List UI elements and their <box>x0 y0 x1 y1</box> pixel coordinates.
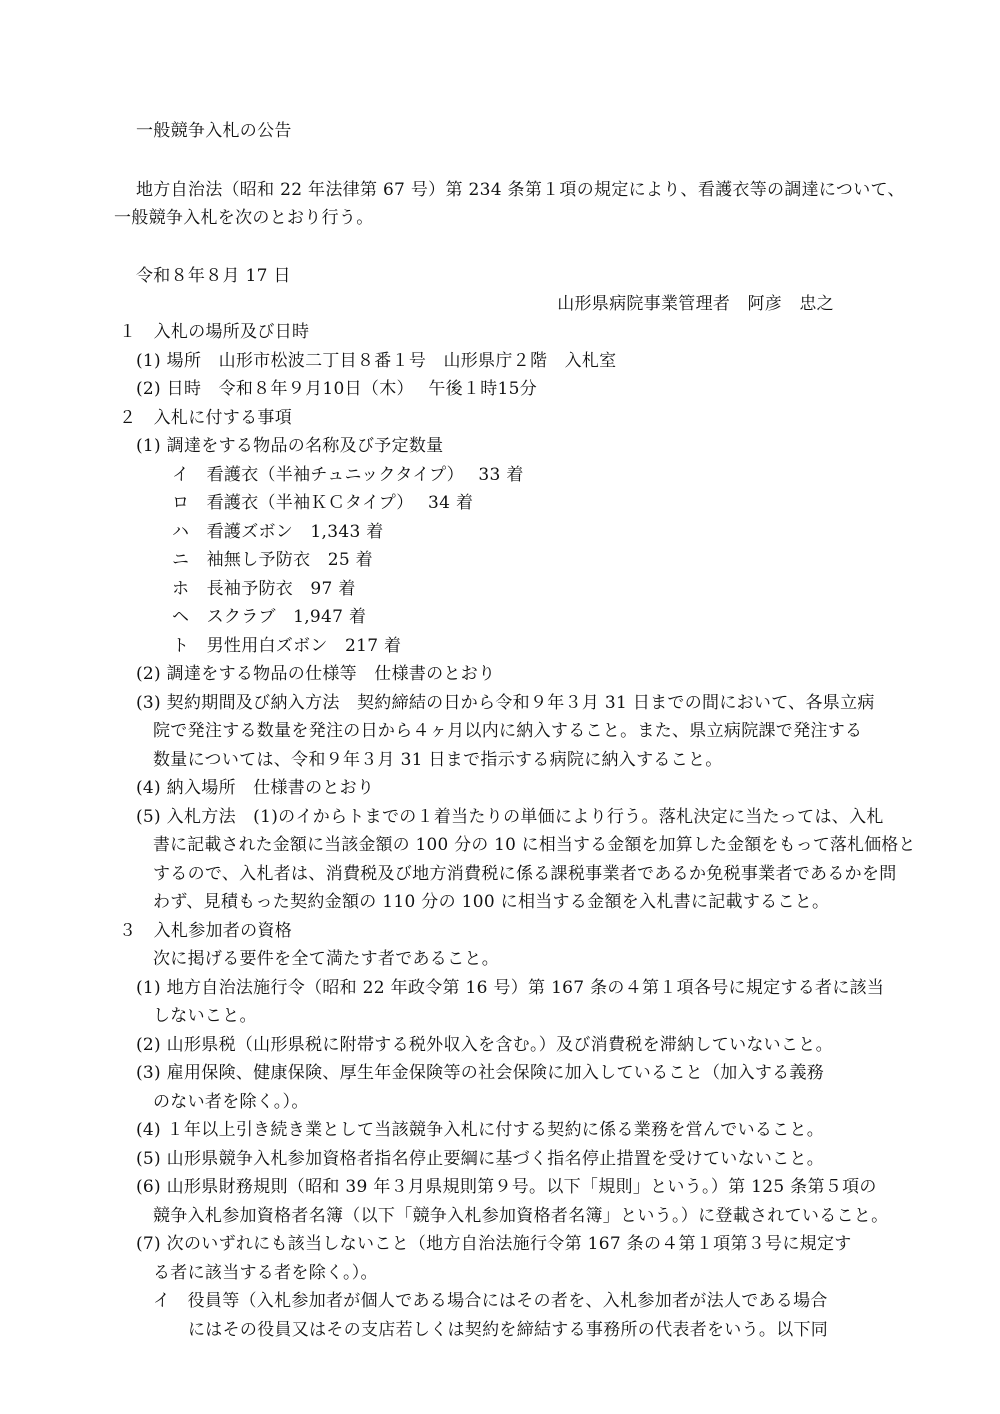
goods-item: ト 男性用白ズボン 217 着 <box>172 636 402 656</box>
section-1-heading: １ 入札の場所及び日時 <box>119 322 310 342</box>
notice-date: 令和８年８月 17 日 <box>136 266 291 286</box>
notice-title: 一般競争入札の公告 <box>136 121 292 141</box>
section-2-item-5-line: 書に記載された金額に当該金額の 100 分の 10 に相当する金額を加算した金額をもって落札価格と <box>153 835 916 855</box>
section-2-item-3-line: 院で発注する数量を発注の日から４ヶ月以内に納入すること。また、県立病院課で発注する <box>153 721 863 741</box>
intro-line-1: 地方自治法（昭和 22 年法律第 67 号）第 234 条第１項の規定により、看護衣等の調達について、 <box>136 180 905 200</box>
section-3-lead: 次に掲げる要件を全て満たす者であること。 <box>153 949 499 969</box>
intro-line-2: 一般競争入札を次のとおり行う。 <box>114 208 374 228</box>
section-3-item-4: (4) １年以上引き続き業として当該競争入札に付する契約に係る業務を営んでいること。 <box>136 1120 825 1140</box>
goods-item: ハ 看護ズボン 1,343 着 <box>172 522 384 542</box>
section-3-item-6-line: (6) 山形県財務規則（昭和 39 年３月県規則第９号。以下「規則」という。）第 125 条第５項の <box>136 1177 877 1197</box>
section-3-item-1-line: しないこと。 <box>153 1006 257 1026</box>
section-3-item-7-line: る者に該当する者を除く。）。 <box>153 1263 378 1283</box>
section-3-item-6-line: 競争入札参加資格者名簿（以下「競争入札参加資格者名簿」という。）に登載されていること。 <box>153 1206 889 1226</box>
section-1-place: (1) 場所 山形市松波二丁目８番１号 山形県庁２階 入札室 <box>136 351 617 371</box>
section-3-item-3-line: (3) 雇用保険、健康保険、厚生年金保険等の社会保険に加入していること（加入する義務 <box>136 1063 825 1083</box>
goods-item: ホ 長袖予防衣 97 着 <box>172 579 356 599</box>
section-2-item-3-line: 数量については、令和９年３月 31 日まで指示する病院に納入すること。 <box>153 750 723 770</box>
section-2-item-5-line: (5) 入札方法 (1)のイからトまでの１着当たりの単価により行う。落札決定に当たっては、入札 <box>136 807 884 827</box>
section-3-item-7-line: (7) 次のいずれにも該当しないこと（地方自治法施行令第 167 条の４第１項第３号に規定す <box>136 1234 852 1254</box>
section-3-item-2: (2) 山形県税（山形県税に附帯する税外収入を含む。）及び消費税を滞納していないこと。 <box>136 1035 833 1055</box>
section-1-datetime: (2) 日時 令和８年９月10日（木） 午後１時15分 <box>136 379 538 399</box>
section-2-item-2: (2) 調達をする物品の仕様等 仕様書のとおり <box>136 664 496 684</box>
section-2-item-3-line: (3) 契約期間及び納入方法 契約締結の日から令和９年３月 31 日までの間において、各県立病 <box>136 693 875 713</box>
goods-item: ニ 袖無し予防衣 25 着 <box>172 550 373 570</box>
section-3-item-1-line: (1) 地方自治法施行令（昭和 22 年政令第 16 号）第 167 条の４第１項各号に規定する者に該当 <box>136 978 885 998</box>
section-2-item-5-line: わず、見積もった契約金額の 110 分の 100 に相当する金額を入札書に記載すること。 <box>153 892 830 912</box>
section-3-item-7-i-line: イ 役員等（入札参加者が個人である場合にはその者を、入札参加者が法人である場合 <box>153 1291 828 1311</box>
section-2-item-4: (4) 納入場所 仕様書のとおり <box>136 778 375 798</box>
issuer: 山形県病院事業管理者 阿彦 忠之 <box>557 294 834 314</box>
section-2-item-1: (1) 調達をする物品の名称及び予定数量 <box>136 436 444 456</box>
section-3-item-5: (5) 山形県競争入札参加資格者指名停止要綱に基づく指名停止措置を受けていないこと。 <box>136 1149 825 1169</box>
section-2-item-5-line: するので、入札者は、消費税及び地方消費税に係る課税事業者であるか免税事業者であるかを問 <box>153 864 897 884</box>
goods-item: ロ 看護衣（半袖ＫＣタイプ） 34 着 <box>172 493 474 513</box>
section-3-item-7-i-line: にはその役員又はその支店若しくは契約を締結する事務所の代表者をいう。以下同 <box>188 1320 829 1340</box>
goods-item: イ 看護衣（半袖チュニックタイプ） 33 着 <box>172 465 524 485</box>
section-3-heading: ３ 入札参加者の資格 <box>119 921 292 941</box>
section-3-item-3-line: のない者を除く。）。 <box>153 1092 309 1112</box>
goods-item: ヘ スクラブ 1,947 着 <box>172 607 367 627</box>
section-2-heading: ２ 入札に付する事項 <box>119 408 292 428</box>
